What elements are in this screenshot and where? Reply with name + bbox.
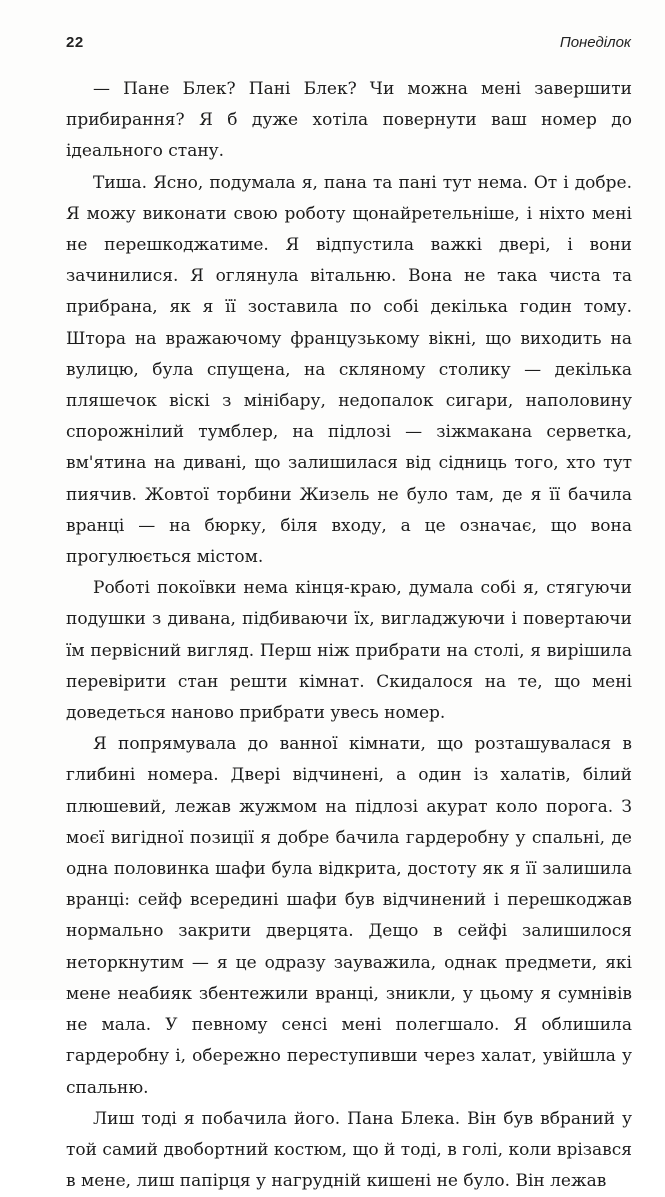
paragraph: — Пане Блек? Пані Блек? Чи можна мені завершити прибирання? Я б дуже хотіла повернути ваш номер до ідеального стану. — [66, 79, 632, 162]
paragraph: Роботі покоївки нема кінця-краю, думала собі я, стягуючи подушки з дивана, підбиваючи їх, вигладжуючи і повертаючи їм первісний вигляд. Перш ніж прибрати на столі, я вирішила перевірити стан решти кімнат. Скидалося на те, що мені доведеться наново прибрати увесь номер. — [66, 578, 632, 724]
paragraph: Тиша. Ясно, подумала я, пана та пані тут нема. От і добре. Я можу виконати свою роботу щонайретельніше, і ніхто мені не перешкоджатиме. Я відпустила важкі двері, і вони зачинилися. Я оглянула вітальню. Вона не така чиста та прибрана, як я її зоставила по собі декілька годин тому. Штора на вражаючому французькому вікні, що виходить на вулицю, була спущена, на скляному столику — декілька пляшечок віскі з мінібару, недопалок сигари, наполовину спорожнілий тумблер, на підлозі — зіжмакана серветка, вм'ятина на дивані, що залишилася від сідниць того, хто тут пиячив. Жовтої торбини Жизель не було там, де я її бачила вранці — на бюрку, біля входу, а це означає, що вона прогулюється містом. — [66, 172, 632, 568]
paragraph: Я попрямувала до ванної кімнати, що розташувалася в глибині номера. Двері відчинені, а один із халатів, білий плюшевий, лежав жужмом на підлозі акурат коло порога. З моєї вигідної позиції я добре бачила гардеробну у спальні, де одна половинка шафи була відкрита, достоту як я її залишила вранці: сейф всередині шафи був відчинений і перешкоджав нормально закрити дверцята. Дещо в сейфі залишилося неторкнутим — я це одразу зауважила, однак предмети, які мене неабияк збентежили вранці, зникли, у цьому я сумнівів не мала. У певному сенсі мені полегшало. Я облишила гардеробну і, обережно переступивши через халат, увійшла у спальню. — [66, 734, 632, 1098]
body-text — [66, 74, 632, 1197]
running-head-title: Понеділок — [559, 34, 631, 51]
page-number: 22 — [66, 34, 84, 51]
page-header — [66, 34, 631, 58]
paragraph: Лиш тоді я побачила його. Пана Блека. Він був вбраний у той самий двобортний костюм, що й тоді, в голі, коли врізався в мене, лиш папірця у нагрудній кишені не було. Він лежав — [66, 1108, 632, 1192]
